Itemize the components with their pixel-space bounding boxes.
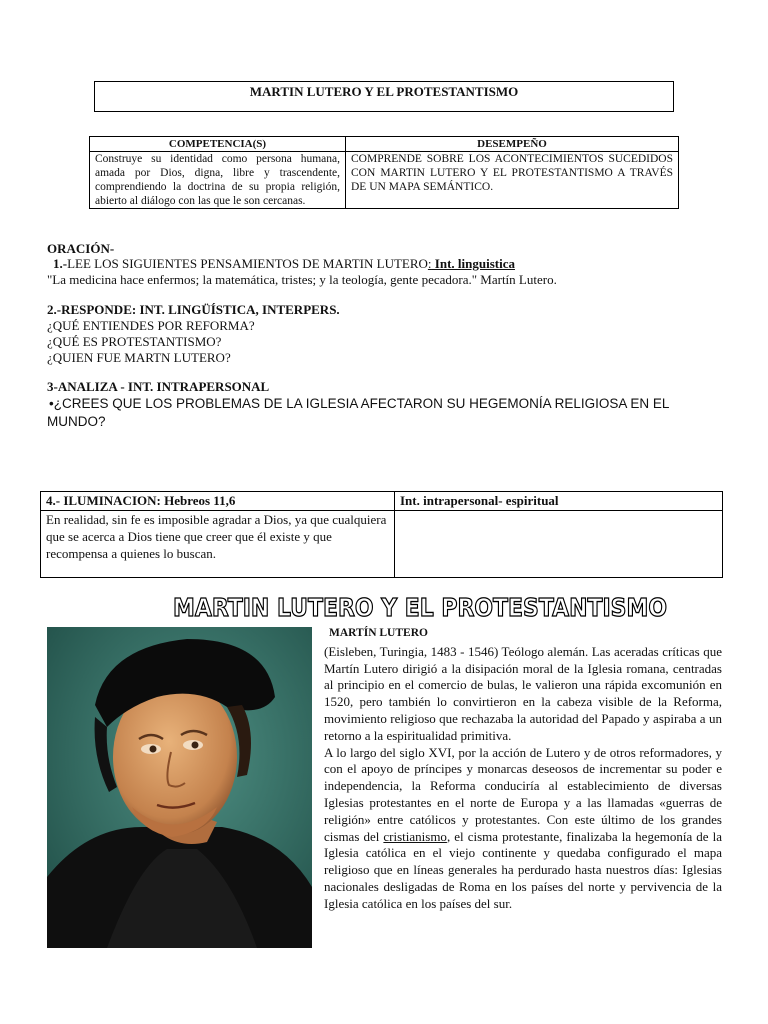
iluminacion-header: 4.- ILUMINACION: Hebreos 11,6 [41, 492, 395, 511]
biography-text [324, 625, 722, 913]
q1-quote: "La medicina hace enfermos; la matemática, tristes; y la teología, gente pecadora." Martín Lutero. [47, 272, 557, 287]
q3-text: ¿CREES QUE LOS PROBLEMAS DE LA IGLESIA AFECTARON SU HEGEMONÍA RELIGIOSA EN EL MUNDO? [47, 396, 669, 429]
iluminacion-empty-cell [395, 511, 723, 578]
q3-bullet: • [49, 396, 54, 411]
question-3 [47, 379, 727, 431]
q1-tag: Int. linguistica [431, 256, 515, 271]
iluminacion-tag: Int. intrapersonal- espiritual [395, 492, 723, 511]
martin-luther-portrait [47, 627, 312, 948]
q1-text: LEE LOS SIGUIENTES PENSAMIENTOS DE MARTIN LUTERO [67, 256, 428, 271]
oracion-heading: ORACIÓN- [47, 241, 115, 256]
iluminacion-text: En realidad, sin fe es imposible agradar a Dios, ya que cualquiera que se acerca a Dios tiene que creer que él existe y que recompensa a quienes lo buscan. [41, 511, 395, 578]
title-box [94, 81, 674, 112]
q1-colon: : [427, 256, 432, 271]
cristianismo-link[interactable]: cristianismo [383, 828, 447, 844]
reading-title-text: MARTIN LUTERO Y EL PROTESTANTISMO [173, 593, 667, 622]
q2-question: ¿QUÉ ENTIENDES POR REFORMA? [47, 318, 255, 333]
document-title: MARTIN LUTERO Y EL PROTESTANTISMO [249, 84, 519, 99]
competencias-text: Construye su identidad como persona humana, amada por Dios, digna, libre y trascendente, comprendiendo la doctrina de su propia religión, abierto al diálogo con las que le son cercanas. [90, 152, 346, 209]
q2-heading: 2.-RESPONDE [47, 302, 132, 317]
bio-heading: MARTÍN LUTERO [329, 627, 428, 639]
desempeno-text: COMPRENDE SOBRE LOS ACONTECIMIENTOS SUCEDIDOS CON MARTIN LUTERO Y EL PROTESTANTISMO A TRAVÉS DE UN MAPA SEMÁNTICO. [346, 152, 679, 209]
q2-question: ¿QUÉ ES PROTESTANTISMO? [47, 334, 222, 349]
q2-question: ¿QUIEN FUE MARTN LUTERO? [47, 350, 231, 365]
question-1 [47, 256, 737, 288]
bio-paragraph-2-end: , el cisma protestante, finalizaba la hegemonía de la Iglesia católica en el viejo continente y quedaba configurado el mapa religioso que en líneas generales ha perdurado hasta nuestros días: Iglesias nacionales desligadas de Roma en los países del norte y pervivencia de la Iglesia católica en los países del sur. [324, 828, 722, 911]
question-2 [47, 302, 737, 366]
bio-paragraph-2-start: A lo largo del siglo XVI, por la acción de Lutero y de otros reformadores, y con el apoyo de príncipes y monarcas deseosos de incrementar su poder e independencia, la Reforma conduciría al establecimiento de diversas Iglesias protestantes en el norte de Europa y a las llamadas «guerras de religión» entre católicos y protestantes. Con este último de los grandes cismas del [324, 744, 722, 844]
q1-number: 1.- [53, 256, 68, 271]
iluminacion-table [40, 491, 723, 578]
bio-paragraph-2 [324, 745, 722, 913]
competencias-header: COMPETENCIA(S) [90, 137, 346, 152]
q3-heading: 3-ANALIZA - INT. INTRAPERSONAL [47, 379, 270, 394]
q2-tag: : INT. LINGÜÍSTICA, INTERPERS. [131, 302, 340, 317]
competencias-table [89, 136, 679, 209]
desempeno-header: DESEMPEÑO [346, 137, 679, 152]
bio-paragraph-1: (Eisleben, Turingia, 1483 - 1546) Teólogo alemán. Las aceradas críticas que Martín Lutero dirigió a la disipación moral de la Iglesia romana, centradas al principio en el comercio de bulas, le valieron una rápida excomunión en 1520, pero también lo convirtieron en la cabeza visible de la Reforma, movimiento religioso que rechazaba la autoridad del Papado y aspiraba a un retorno a la espiritualidad primitiva. [324, 643, 722, 743]
reading-title [170, 593, 670, 623]
